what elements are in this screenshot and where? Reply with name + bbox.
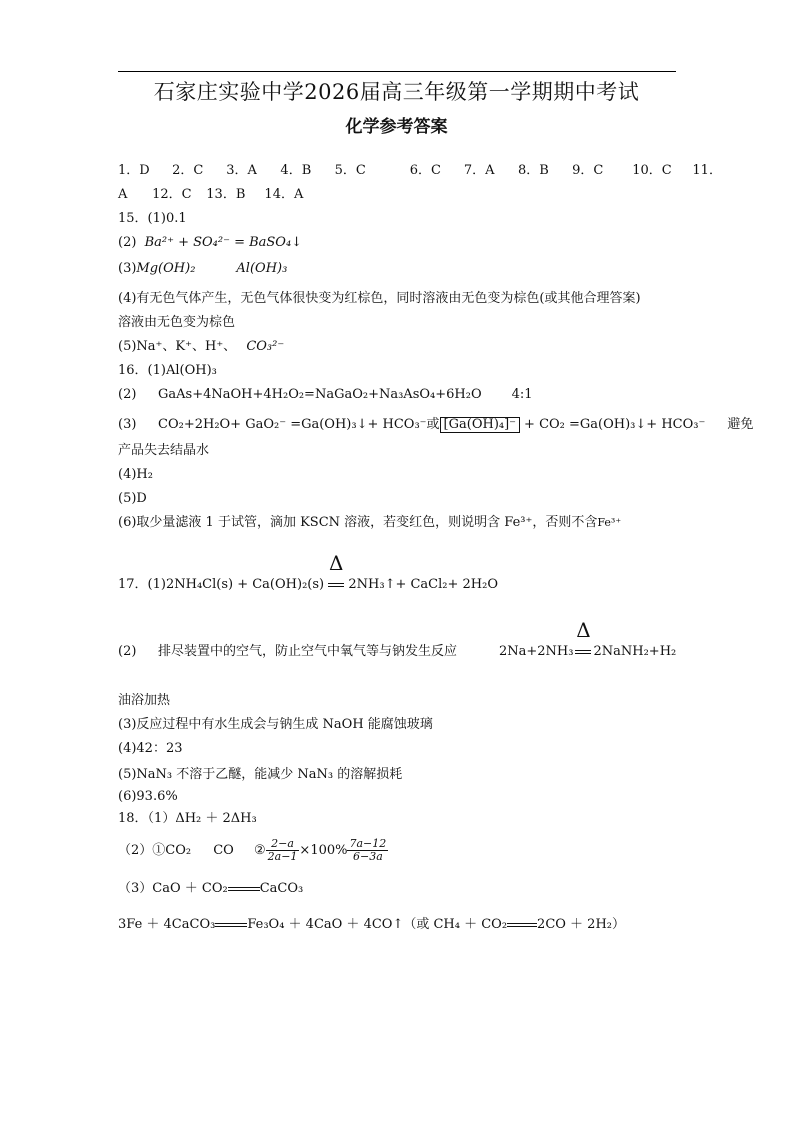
continued-text: 避免 — [727, 417, 754, 432]
formula-mg: Mg(OH)₂ — [136, 261, 196, 276]
sub-mark: ② — [253, 843, 266, 858]
q18-part3 — [118, 880, 303, 898]
mcq-answer: 12．C — [152, 187, 192, 202]
q17-part3: (3)反应过程中有水生成会与钠生成 NaOH 能腐蚀玻璃 — [118, 717, 433, 732]
part-label: （2）①CO₂ — [118, 843, 192, 858]
equals-bar — [228, 887, 260, 891]
ratio: 4:1 — [511, 387, 533, 402]
carbonate-ion: CO₃²⁻ — [246, 339, 285, 354]
mcq-answer: 9．C — [572, 163, 604, 178]
mcq-answer: A — [118, 187, 128, 202]
products: 2NaNH₂+H₂ — [593, 644, 677, 659]
part-label: (3) — [118, 417, 137, 432]
products: 2NH₃↑+ CaCl₂+ 2H₂O — [348, 577, 499, 592]
part-label: (2) — [118, 387, 137, 402]
fraction-2 — [347, 838, 388, 863]
iron-ion: Fe³⁺ — [597, 516, 622, 529]
q16-part3 — [118, 416, 753, 434]
heat-condition — [575, 618, 591, 661]
q16-part4: (4)H₂ — [118, 467, 153, 482]
q16-part1: 16．(1)Al(OH)₃ — [118, 363, 217, 378]
reactants: 17．(1)2NH₄Cl(s) + Ca(OH)₂(s) — [118, 577, 325, 592]
q16-part5: (5)D — [118, 491, 147, 506]
q15-part2 — [118, 234, 302, 252]
q18-part4 — [118, 916, 625, 934]
q18-part2 — [118, 838, 388, 863]
mcq-answer: 5．C — [334, 163, 366, 178]
q16-part6 — [118, 514, 621, 532]
part-label: (2) — [118, 235, 137, 250]
q17-part2 — [118, 618, 677, 661]
part-label: (3) — [118, 261, 137, 276]
answer-co: CO — [213, 843, 234, 858]
fraction-1-numerator: 2−a — [266, 838, 300, 851]
formula-al: Al(OH)₃ — [236, 261, 288, 276]
equals-bar — [575, 650, 591, 654]
reactants: 3Fe ＋ 4CaCO₃ — [118, 917, 216, 932]
q17-part4: (4)42：23 — [118, 741, 183, 756]
q16-part3-line2: 产品失去结晶水 — [118, 443, 210, 458]
products: CaCO₃ — [259, 881, 304, 896]
heat-condition — [328, 551, 344, 594]
page-subtitle: 化学参考答案 — [345, 117, 448, 137]
fraction-1-denominator: 2a−1 — [267, 850, 298, 863]
or-word: 或 — [426, 417, 440, 432]
delta-symbol: Δ — [329, 551, 344, 575]
equation-1: CO₂+2H₂O+ GaO₂⁻ =Ga(OH)₃↓+ HCO₃⁻ — [158, 417, 427, 432]
reactants: （3）CaO ＋ CO₂ — [118, 881, 228, 896]
equals-bar — [507, 923, 537, 927]
equals-bar — [215, 923, 247, 927]
mcq-answer: 1．D — [118, 163, 150, 178]
q15-part4-line2: 溶液由无色变为棕色 — [118, 315, 236, 330]
top-rule — [118, 71, 676, 72]
mcq-answer: 10．C — [632, 163, 672, 178]
page-title: 石家庄实验中学2026届高三年级第一学期期中考试 — [153, 80, 640, 104]
mcq-answer: 14．A — [264, 187, 304, 202]
complex-ion: [Ga(OH)₄]⁻ — [440, 417, 521, 433]
q15-part1: 15．(1)0.1 — [118, 211, 187, 226]
reactants: 2Na+2NH₃ — [499, 644, 574, 659]
q17-part6: (6)93.6% — [118, 789, 178, 804]
q17-part5: (5)NaN₃ 不溶于乙醚，能减少 NaN₃ 的溶解损耗 — [118, 767, 403, 782]
mcq-row-1 — [118, 162, 722, 180]
equation: GaAs+4NaOH+4H₂O₂=NaGaO₂+Na₃AsO₄+6H₂O — [158, 387, 482, 402]
q15-part3 — [118, 260, 287, 278]
fraction-2-denominator: 6−3a — [352, 850, 383, 863]
mcq-answer: 2．C — [172, 163, 204, 178]
answer-text: 排尽装置中的空气，防止空气中氧气等与钠发生反应 — [158, 644, 458, 659]
q15-part5 — [118, 338, 284, 356]
fraction-1 — [266, 838, 300, 863]
products-alt: Fe₃O₄ ＋ 4CaO ＋ 4CO↑（或 CH₄ ＋ CO₂ — [247, 917, 508, 932]
alt-products: 2CO ＋ 2H₂） — [537, 917, 626, 932]
part-label: (2) — [118, 644, 137, 659]
q15-part4: (4)有无色气体产生，无色气体很快变为红棕色，同时溶液由无色变为棕色(或其他合理答案) — [118, 291, 641, 306]
times-percent: ×100% — [299, 843, 348, 858]
answer-text: (6)取少量滤液 1 于试管，滴加 KSCN 溶液，若变红色，则说明含 Fe³⁺，否则不含 — [118, 515, 598, 530]
equation-2: + CO₂ =Ga(OH)₃↓+ HCO₃⁻ — [524, 417, 706, 432]
mcq-answer: 8．B — [517, 163, 549, 178]
equals-bar — [328, 583, 344, 587]
q16-part2 — [118, 386, 533, 404]
mcq-answer: 3．A — [226, 163, 257, 178]
mcq-answer: 6．C — [409, 163, 441, 178]
equation: Ba²⁺ + SO₄²⁻ = BaSO₄↓ — [144, 235, 303, 250]
q17-part2-line2: 油浴加热 — [118, 693, 171, 708]
fraction-2-numerator: 7a−12 — [349, 837, 387, 850]
q17-part1 — [118, 551, 499, 594]
mcq-answer: 4．B — [280, 163, 312, 178]
ion-list: (5)Na⁺、K⁺、H⁺、 — [118, 339, 237, 354]
mcq-answer: 13．B — [206, 187, 246, 202]
q18-part1: 18．（1）ΔH₂ ＋ 2ΔH₃ — [118, 811, 257, 826]
mcq-answer: 11． — [692, 163, 722, 178]
mcq-answer: 7．A — [463, 163, 495, 178]
mcq-row-2 — [118, 186, 314, 204]
delta-symbol: Δ — [576, 618, 591, 642]
